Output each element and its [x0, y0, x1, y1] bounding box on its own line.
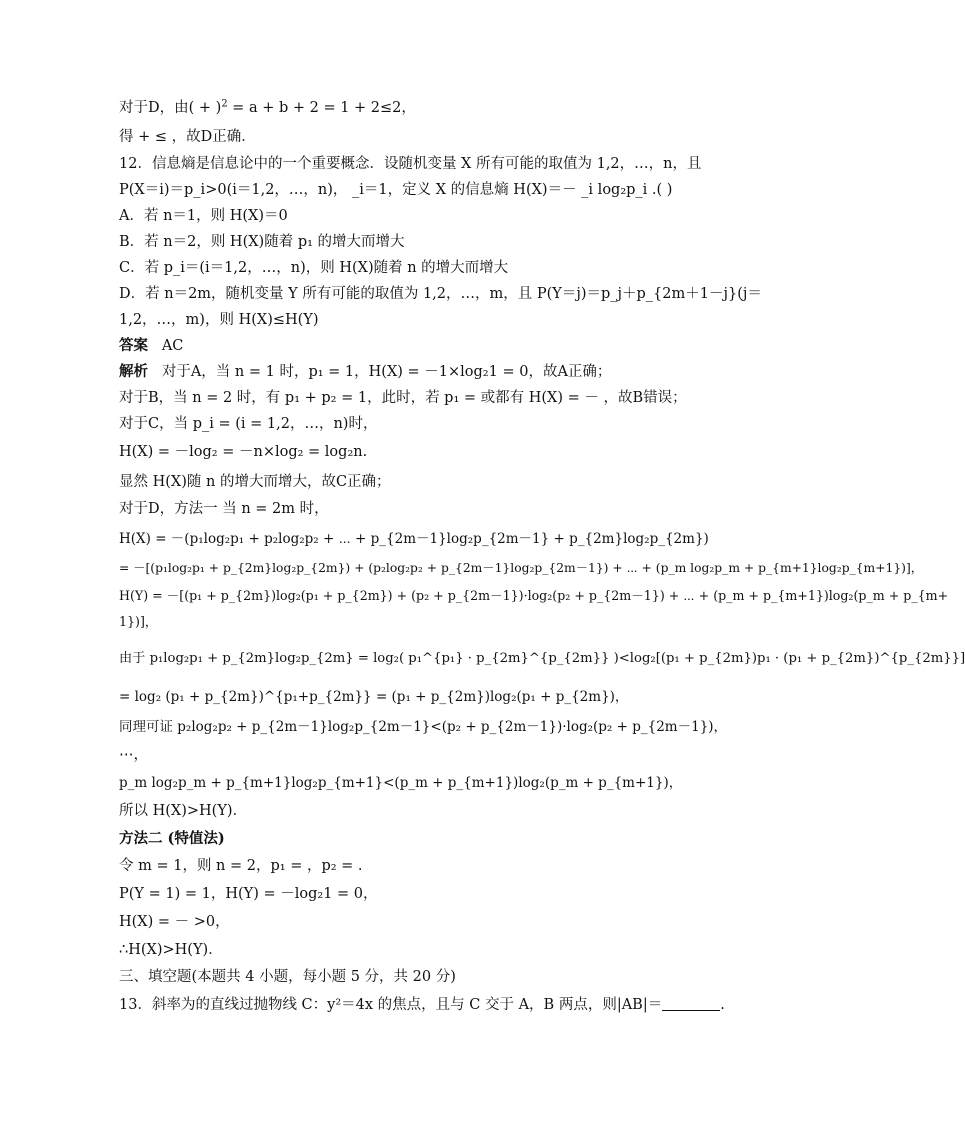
analysis-line-b: 对于B，当 n = 2 时，有 p₁ + p₂ = 1，此时，若 p₁ = 或都有 H(X) = － ，故B错误；: [119, 390, 687, 406]
prev-solution-line-2: 得 + ≤ ，故D正确．: [119, 129, 256, 145]
analysis-label: 解析: [119, 363, 148, 380]
q12-stem-line-1: 12．信息熵是信息论中的一个重要概念．设随机变量 X 所有可能的取值为 1,2，…，n，且: [119, 156, 702, 172]
answer-value: AC: [161, 338, 184, 354]
analysis-line-c3: 显然 H(X)随 n 的增大而增大，故C正确；: [119, 474, 391, 490]
method2-line-4: ∴H(X)>H(Y)．: [119, 942, 223, 958]
analysis-line-d10: p_m log₂p_m + p_{m+1}log₂p_{m+1}<(p_m + p_{m+1})log₂(p_m + p_{m+1})，: [119, 775, 683, 791]
analysis-line-d11: 所以 H(X)>H(Y)．: [119, 803, 248, 819]
method2-line-1: 令 m = 1，则 n = 2，p₁ = ，p₂ = .: [119, 858, 363, 874]
q12-option-c: C．若 p_i＝(i＝1,2，…，n)，则 H(X)随着 n 的增大而增大: [119, 260, 509, 276]
prev-solution-line-1: 对于D，由( + )$^2$ = a + b + 2 = 1 + 2≤2，: [119, 98, 416, 116]
analysis-line-c2: H(X) = －log₂ = －n×log₂ = log₂n.: [119, 444, 368, 460]
analysis-line-d3: = －[(p₁log₂p₁ + p_{2m}log₂p_{2m}) + (p₂log₂p₂ + p_{2m－1}log₂p_{2m－1}) + ⋯ + (p_m log₂p_m + p_{m+1}log₂p_{m+1})]，: [119, 561, 924, 575]
q13-stem: 13．斜率为的直线过抛物线 C：y²＝4x 的焦点，且与 C 交于 A，B 两点，则|AB|＝ .: [119, 997, 725, 1013]
analysis-line-d5: 1})]，: [119, 614, 158, 629]
q12-stem-line-2: P(X＝i)＝p_i>0(i＝1,2，…，n)， _i＝1，定义 X 的信息熵 H(X)＝－ _i log₂p_i .( ): [119, 182, 673, 198]
analysis-line-d4: H(Y) = －[(p₁ + p_{2m})log₂(p₁ + p_{2m}) + (p₂ + p_{2m－1})·log₂(p₂ + p_{2m－1}) + ⋯ + (p_m + p_{m+1})log₂(p_m + p_{m+: [119, 588, 949, 603]
analysis-line-a: 解析 对于A，当 n = 1 时，p₁ = 1，H(X) = －1×log₂1 = 0，故A正确；: [119, 363, 612, 380]
section-3-title: 三、填空题(本题共 4 小题，每小题 5 分，共 20 分): [119, 969, 456, 985]
answer-line: [119, 337, 183, 355]
answer-blank[interactable]: [662, 996, 720, 1011]
method2-line-3: H(X) = － >0，: [119, 914, 230, 930]
method2-line-2: P(Y = 1) = 1，H(Y) = －log₂1 = 0，: [119, 886, 378, 902]
q12-option-d-line-1: D．若 n＝2m，随机变量 Y 所有可能的取值为 1,2，…，m，且 P(Y＝j)＝p_j＋p_{2m＋1－j}(j＝: [119, 286, 762, 302]
q12-option-a: A．若 n＝1，则 H(X)＝0: [119, 208, 288, 224]
analysis-line-d9: ⋯，: [119, 747, 148, 763]
analysis-line-d2: H(X) = －(p₁log₂p₁ + p₂log₂p₂ + ⋯ + p_{2m－1}log₂p_{2m－1} + p_{2m}log₂p_{2m}): [119, 531, 709, 547]
answer-label: 答案: [119, 337, 148, 354]
method2-title: 方法二 (特值法): [119, 830, 225, 847]
analysis-line-d7: = log₂ (p₁ + p_{2m})^{p₁+p_{2m}} = (p₁ + p_{2m})log₂(p₁ + p_{2m})，: [119, 689, 629, 705]
analysis-line-c1: 对于C，当 p_i = (i = 1,2，…，n)时，: [119, 416, 378, 432]
analysis-line-d1: 对于D，方法一 当 n = 2m 时，: [119, 501, 329, 517]
q12-option-d-line-2: 1,2，…，m)，则 H(X)≤H(Y): [119, 312, 319, 328]
analysis-line-d8: 同理可证 p₂log₂p₂ + p_{2m－1}log₂p_{2m－1}<(p₂ + p_{2m－1})·log₂(p₂ + p_{2m－1})，: [119, 719, 728, 735]
analysis-line-d6: 由于 p₁log₂p₁ + p_{2m}log₂p_{2m} = log₂( p₁^{p₁} · p_{2m}^{p_{2m}} )<log₂[(p₁ + p_{2m})p₁ · (p₁ + p_{2m})^{p_{2m}}]: [119, 651, 965, 666]
q12-option-b: B．若 n＝2，则 H(X)随着 p₁ 的增大而增大: [119, 234, 405, 250]
